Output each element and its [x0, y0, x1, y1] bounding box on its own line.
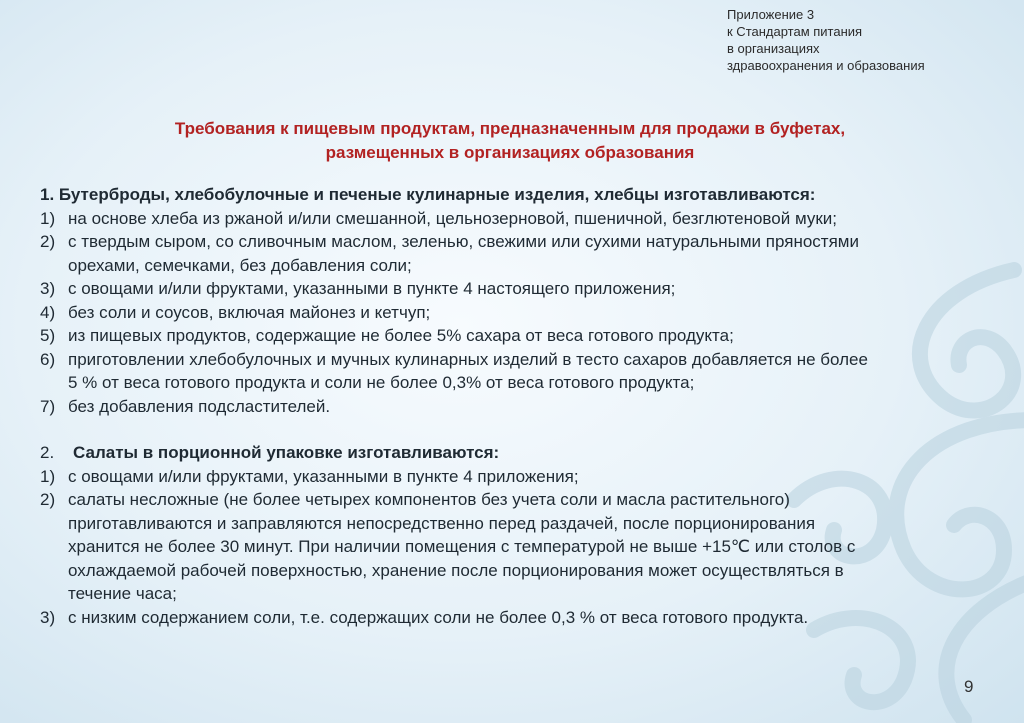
item-number: 3) — [40, 607, 56, 627]
item-number: 1) — [40, 466, 56, 486]
item-number: 3) — [40, 279, 56, 298]
list-item — [40, 207, 1000, 231]
item-text: течение часа; — [68, 584, 177, 603]
item-text: салаты несложные (не более четырех компонентов без учета соли и масла растительного) — [68, 490, 790, 509]
item-text: на основе хлеба из ржаной и/или смешанной, цельнозерновой, пшеничной, безглютеновой муки; — [68, 208, 837, 228]
item-text: приготовлении хлебобулочных и мучных кулинарных изделий в тесто сахаров добавляется не более — [68, 349, 868, 369]
title-line: Требования к пищевым продуктам, предназначенным для продажи в буфетах, — [174, 119, 846, 138]
appendix-line: Приложение 3 — [727, 7, 815, 22]
item-number: 1) — [40, 208, 56, 228]
item-number: 6) — [40, 349, 56, 369]
item-number: 4) — [40, 302, 56, 322]
list-item — [40, 606, 1000, 630]
list-item — [40, 395, 1000, 419]
item-text: хранится не более 30 минут. При наличии помещения с температурой не выше +15℃ или столов с — [68, 537, 856, 556]
section-2-title: Салаты в порционной упаковке изготавливаются: — [73, 443, 500, 462]
section-number: 2. — [40, 443, 55, 462]
item-text: без соли и соусов, включая майонез и кетчуп; — [68, 302, 431, 322]
item-number: 7) — [40, 396, 56, 416]
item-text: с твердым сыром, со сливочным маслом, зеленью, свежими или сухими натуральными пряностями — [68, 232, 859, 251]
item-number: 5) — [40, 326, 56, 345]
item-text: без добавления подсластителей. — [68, 396, 331, 416]
list-item — [40, 488, 1000, 606]
item-text: из пищевых продуктов, содержащие не более 5% сахара от веса готового продукта; — [68, 326, 734, 345]
item-text: орехами, семечками, без добавления соли; — [68, 255, 412, 275]
list-item — [40, 277, 1000, 301]
item-text: с овощами и/или фруктами, указанными в пункте 4 настоящего приложения; — [68, 279, 676, 298]
spacer — [40, 418, 1000, 441]
list-item — [40, 465, 1000, 489]
list-item — [40, 230, 1000, 277]
list-item — [40, 324, 1000, 348]
appendix-note — [727, 6, 1017, 74]
item-text: 5 % от веса готового продукта и соли не более 0,3% от веса готового продукта; — [68, 373, 695, 392]
item-number: 2) — [40, 490, 56, 509]
page-title — [60, 117, 960, 165]
item-text: с низким содержанием соли, т.е. содержащих соли не более 0,3 % от веса готового продукта. — [68, 607, 809, 627]
appendix-line: в организациях — [727, 41, 820, 56]
list-item — [40, 301, 1000, 325]
item-text: приготавливаются и заправляются непосредственно перед раздачей, после порционирования — [68, 513, 816, 533]
page-number: 9 — [964, 677, 974, 696]
appendix-line: к Стандартам питания — [727, 24, 863, 39]
appendix-line: здравоохранения и образования — [727, 58, 925, 73]
title-line: размещенных в организациях образования — [325, 143, 695, 162]
list-item — [40, 348, 1000, 395]
section-1-heading: 1. Бутерброды, хлебобулочные и печеные кулинарные изделия, хлебцы изготавливаются: — [40, 185, 816, 204]
item-number: 2) — [40, 232, 56, 251]
item-text: с овощами и/или фруктами, указанными в пункте 4 приложения; — [68, 466, 579, 486]
item-text: охлаждаемой рабочей поверхностью, хранение после порционирования может осуществляться в — [68, 560, 844, 580]
document-body — [40, 183, 1000, 629]
section-2-heading — [40, 441, 1000, 465]
